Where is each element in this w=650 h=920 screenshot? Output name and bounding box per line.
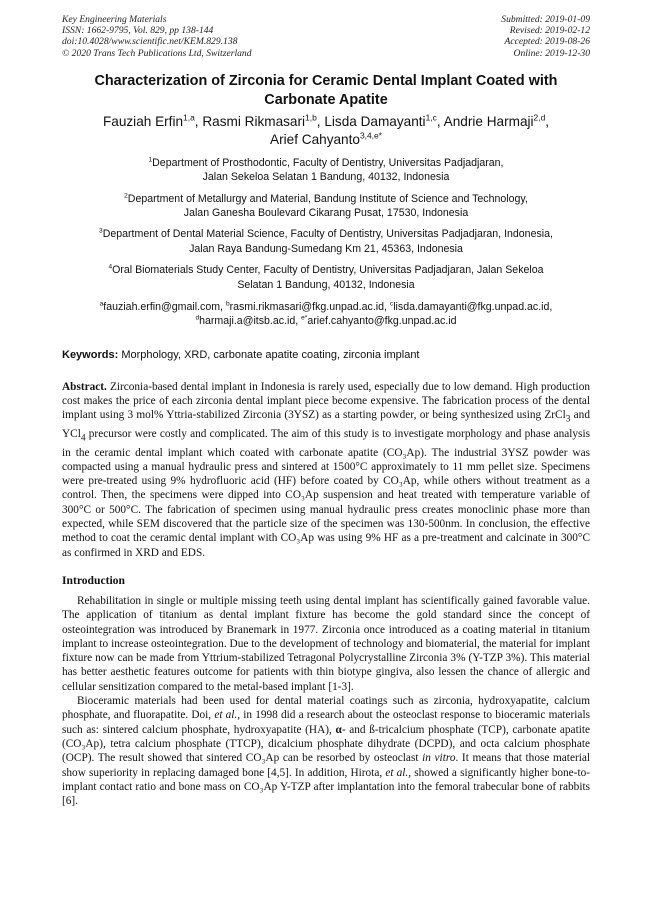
email-link[interactable]: $^b$rasmi.rikmasari@fkg.unpad.ac.id, xyxy=(225,300,390,314)
date-revised: Revised: 2019-02-12 xyxy=(509,25,590,37)
author: Fauziah Erfin$^{1,a}$, xyxy=(102,112,203,129)
email-link[interactable]: $^{e*}$arief.cahyanto@fkg.unpad.ac.id xyxy=(301,314,457,328)
abstract: Abstract. Zirconia-based dental implant in Indonesia is rarely used, especially due to low demand. High production cost makes the price of each zirconia dental implant piece become expensive. The fabrication process of the dental implant using 3 mol% Yttria-stabilized Zirconia (3YSZ) as a starting powder, or being synthesized using ZrCl$_3$ and YCl$_4$ precursor were costly and complicated. The aim of this study is to investigate morphology and phase analysis in the ceramic dental implant which coated with carbonate apatite (CO₃Ap). The industrial 3YSZ powder was compacted using a manual hydraulic press and sintered at 1500°C approximately to 11 mm pellet size. Specimens were pre-treated using 9% hydrofluoric acid (HF) before coated by CO₃Ap, while others without treatment as a control. Then, the specimens were dipped into CO₃Ap suspension and heat treated with temperature variable of 300°C or 500°C. The fabrication of specimen using manual hydraulic press creates monoclinic phase more than expected, while SEM discovered that the particle size of the specimen was 130-500nm. In conclusion, the effective method to coat the ceramic dental implant with CO₃Ap was using 9% HF as a pre-treatment and calcinate in 300°C as confirmed in XRD and EDS. xyxy=(62,380,590,559)
journal-copyright: © 2020 Trans Tech Publications Ltd, Switzerland xyxy=(62,47,252,59)
keywords-label: Keywords: xyxy=(62,348,119,361)
author-emails xyxy=(62,300,590,329)
title-line-1: Characterization of Zirconia for Ceramic Dental Implant Coated with xyxy=(94,72,558,89)
keywords-text: Morphology, XRD, carbonate apatite coating, zirconia implant xyxy=(121,348,420,361)
journal-name: Key Engineering Materials xyxy=(62,14,167,25)
author: Andrie Harmaji$^{2,d}$, xyxy=(443,112,550,129)
email-link[interactable]: $^a$fauziah.erfin@gmail.com, xyxy=(99,300,226,314)
author-list xyxy=(62,113,590,149)
journal-issn: ISSN: 1662-9795, Vol. 829, pp 138-144 xyxy=(62,25,214,37)
affiliation: $^3$Department of Dental Material Science, Faculty of Dentistry, Universitas Padjadjaran, Indonesia, Jalan Raya Bandung-Sumedang Km 21, 45363, Indonesia xyxy=(99,227,553,255)
author: Arief Cahyanto$^{3,4,e*}$ xyxy=(270,130,382,147)
intro-paragraph-1: Rehabilitation in single or multiple missing teeth using dental implant has scientifically gained favorable value. The application of titanium as dental implant fixture has become the gold standard since the concept of osteointegration was introduced by Branemark in 1977. Zirconia once introduced as a coating material in titanium implant to increase osteointegration. Due to the development of technology and biomaterial, the material for implant fixture now can be made from Yttrium-stabilized Tetragonal Polycrystalline Zirconia 3% (Y-TZP 3%). This material has better aesthetic features outcome for patients with thin biotype gingiva, also lessen the chance of allergic and cellular sensitization compared to the metal-based implant [1-3]. xyxy=(62,594,590,693)
journal-doi[interactable]: doi:10.4028/www.scientific.net/KEM.829.138 xyxy=(62,36,238,48)
paper-page xyxy=(62,14,590,808)
paper-title xyxy=(62,72,590,110)
abstract-label: Abstract. xyxy=(62,380,107,393)
affiliation: $^4$Oral Biomaterials Study Center, Faculty of Dentistry, Universitas Padjadjaran, Jalan Sekeloa Selatan 1 Bandung, 40132, Indonesia xyxy=(108,263,544,291)
date-submitted: Submitted: 2019-01-09 xyxy=(501,14,590,25)
section-heading-introduction: Introduction xyxy=(62,573,125,587)
journal-header xyxy=(62,14,590,59)
date-online: Online: 2019-12-30 xyxy=(513,47,590,59)
keywords xyxy=(62,348,590,362)
author: Lisda Damayanti$^{1,c}$, xyxy=(324,112,444,129)
affiliation: $^1$Department of Prosthodontic, Faculty of Dentistry, Universitas Padjadjaran, Jalan Sekeloa Selatan 1 Bandung, 40132, Indonesia xyxy=(148,156,504,184)
header-right xyxy=(501,14,590,59)
author: Rasmi Rikmasari$^{1,b}$, xyxy=(202,112,325,129)
date-accepted: Accepted: 2019-08-26 xyxy=(504,36,590,48)
title-line-2: Carbonate Apatite xyxy=(264,91,388,108)
affiliation: $^2$Department of Metallurgy and Material, Bandung Institute of Science and Technology, Jalan Ganesha Boulevard Cikarang Pusat, 17530, Indonesia xyxy=(124,192,528,220)
email-link[interactable]: $^d$harmaji.a@itsb.ac.id, xyxy=(195,314,302,328)
email-link[interactable]: $^c$lisda.damayanti@fkg.unpad.ac.id, xyxy=(389,300,553,314)
intro-paragraph-2: Bioceramic materials had been used for dental material coatings such as zirconia, hydroxyapatite, calcium phosphate, and fluorapatite. Doi, et al., in 1998 did a research about the osteoclast response to bioceramic materials such as: sintered calcium phosphate, hydroxyapatite (HA), α- and ß-tricalcium phosphate (TCP), carbonate apatite (CO₃Ap), tetra calcium phosphate (TTCP), dicalcium phosphate dihydrate (DCPD), and octa calcium phosphate (OCP). The result showed that sintered CO₃Ap can be resorbed by osteoclast in vitro. It means that those material show superiority in replacing damaged bone [4,5]. In addition, Hirota, et al., showed a significantly higher bone-to-implant contact ratio and bone mass on CO₃Ap Y-TZP after implantation into the femoral trabecular bone of rabbits [6]. xyxy=(62,695,591,808)
header-left xyxy=(62,14,252,59)
